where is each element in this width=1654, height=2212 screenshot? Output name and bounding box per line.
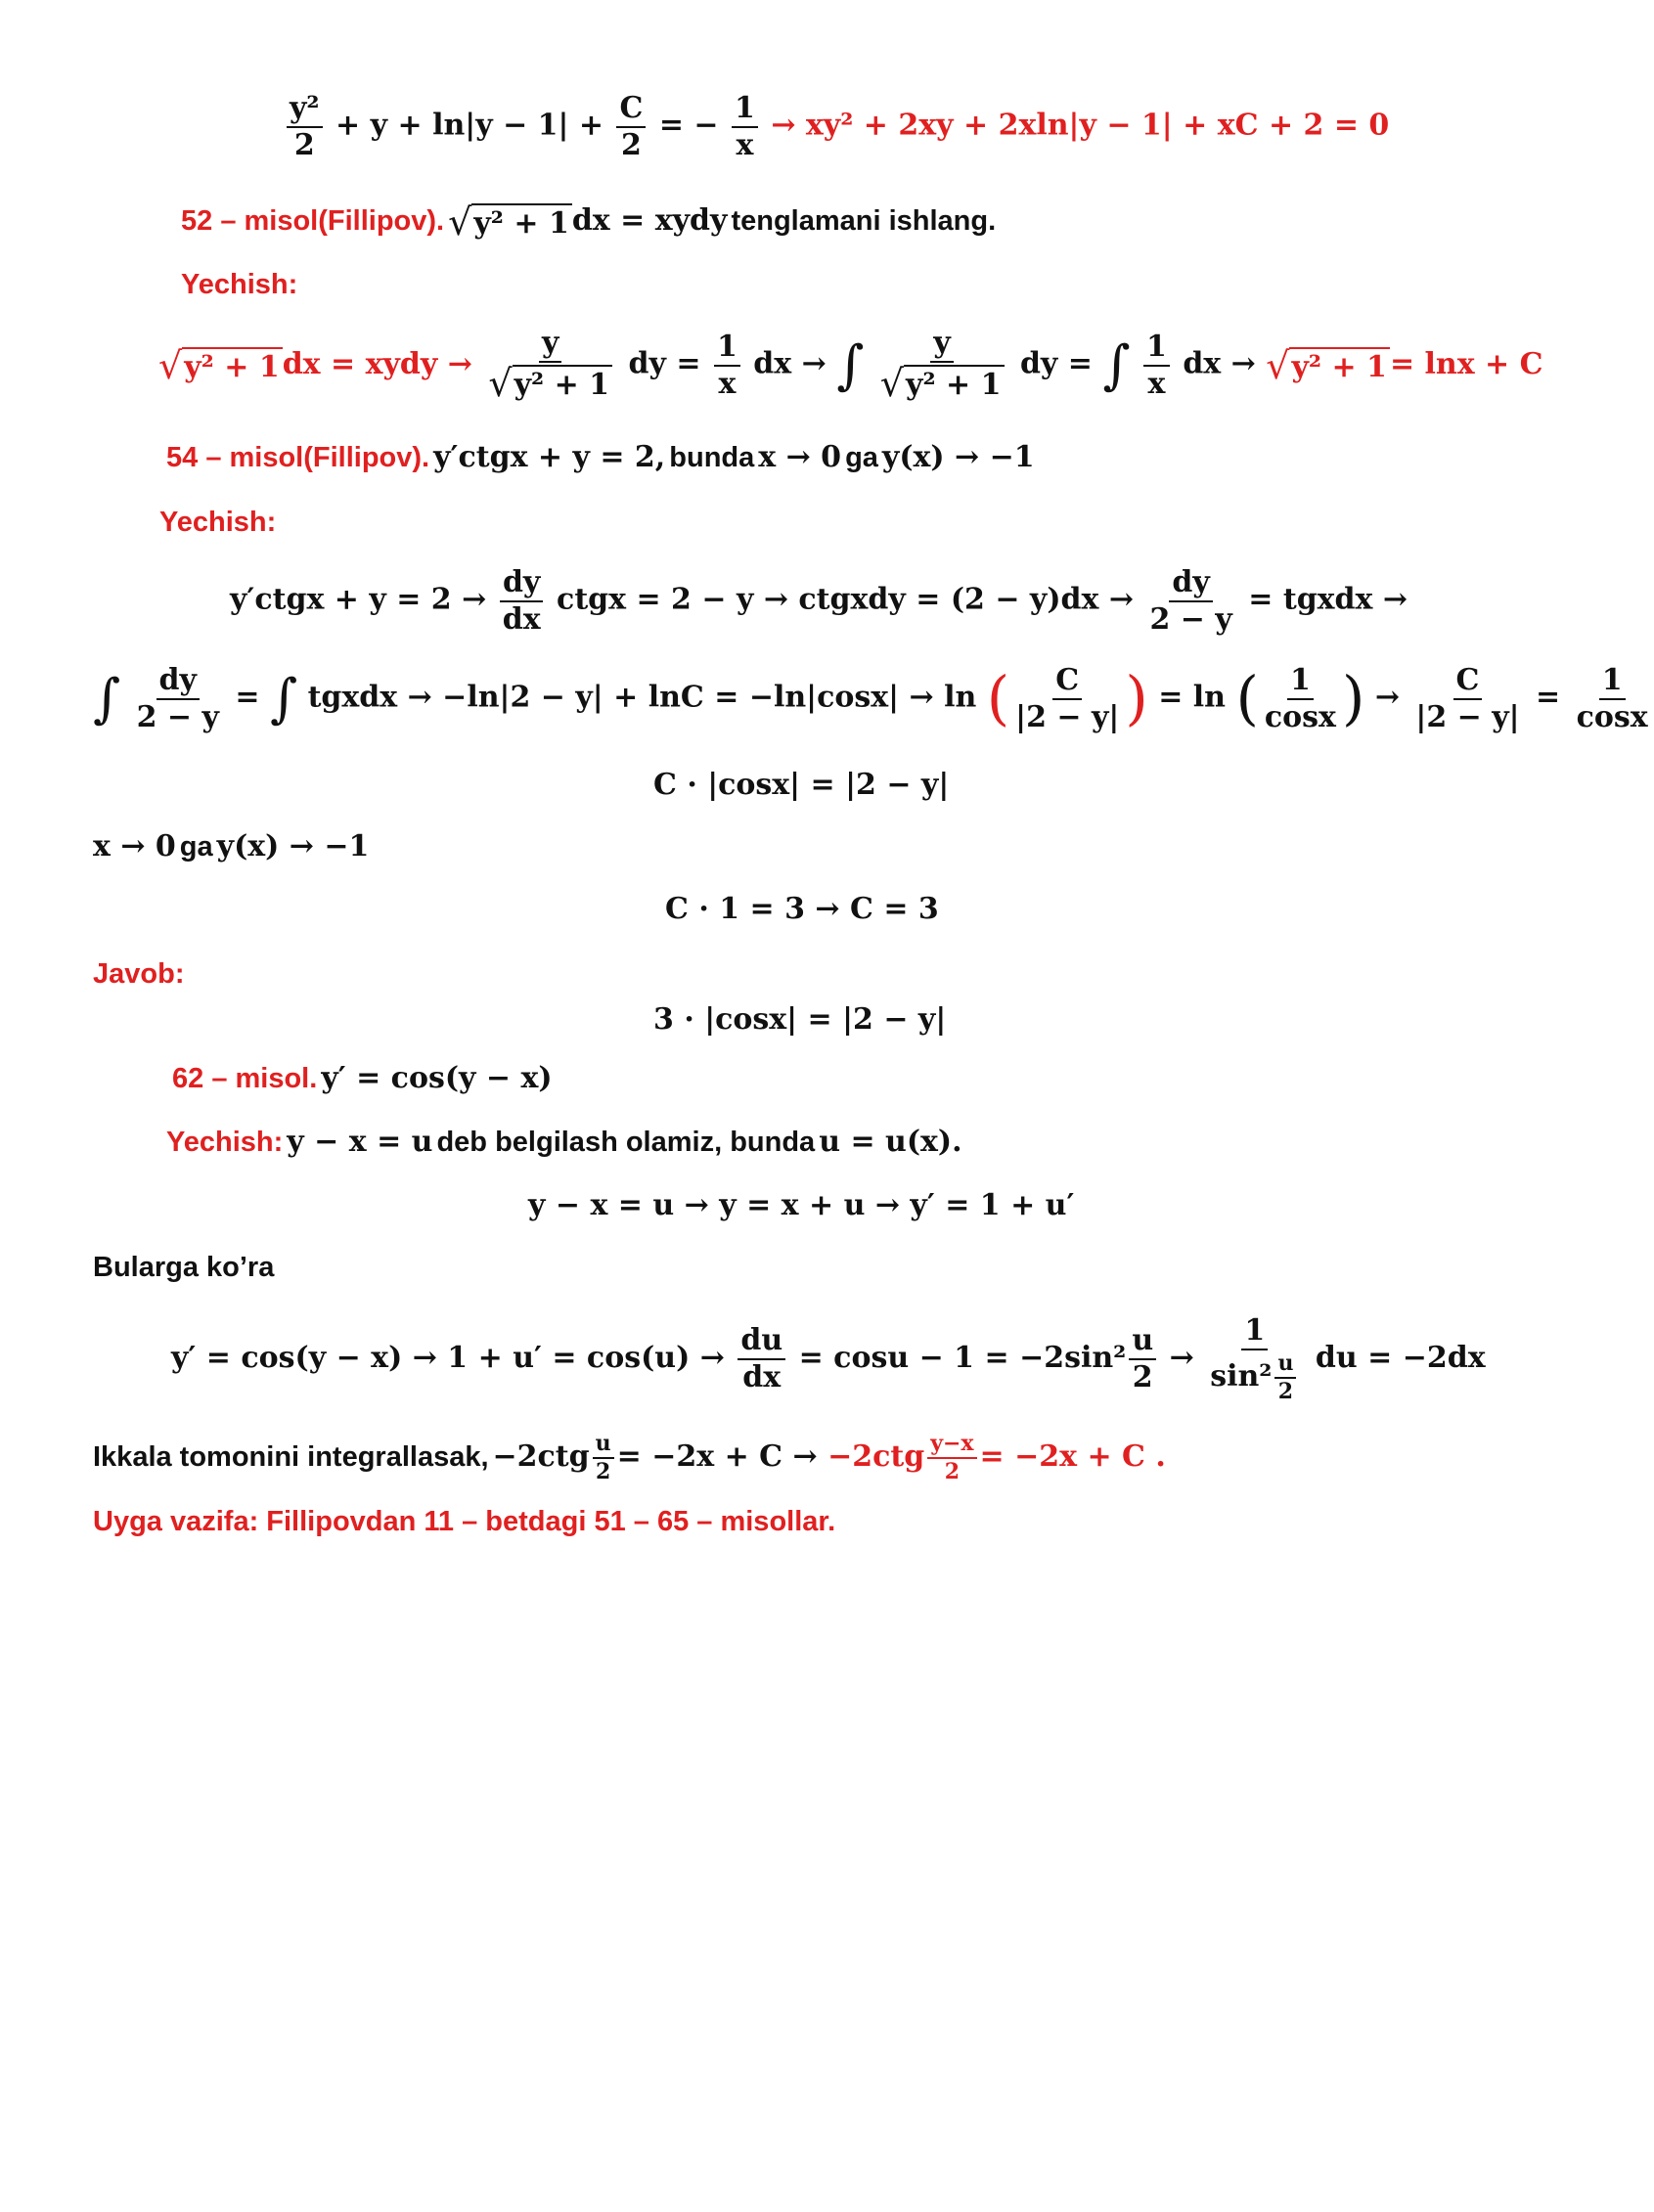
result-expression: −2ctg [827, 1439, 925, 1475]
problem-62 [172, 1061, 553, 1095]
expr-text: y′ctgx + y = 2, [433, 440, 666, 474]
integral-sign: ∫ [1102, 333, 1131, 396]
frac-den: x [718, 366, 737, 401]
solution-62-intro [166, 1125, 962, 1159]
c-value-equation: C · 1 = 3 → C = 3 [665, 892, 939, 926]
expr-text: = ln [1158, 680, 1226, 715]
solution-54-line-1 [230, 567, 1408, 635]
frac-num: 1 [1287, 665, 1314, 700]
expr-text: ctgx = 2 − y → ctgxdy = (2 − y)dx → [557, 582, 1134, 617]
sqrt-radicand: y² + 1 [513, 365, 612, 402]
frac-num: dy [500, 567, 543, 602]
result-expression: = lnx + C [1389, 346, 1543, 381]
frac-den: cosx [1264, 699, 1336, 734]
substitution-line: y − x = u → y = x + u → y′ = 1 + u′ [528, 1188, 1075, 1222]
frac-den: |2 − y| [1015, 699, 1120, 734]
frac-num: y² [287, 93, 323, 128]
problem-label: 54 – misol(Fillipov). [166, 442, 430, 473]
expr-text: y′ = cos(y − x) → 1 + u′ = cos(u) → [171, 1340, 725, 1375]
integration-line [93, 1433, 1166, 1483]
instruction-text: ga [845, 442, 878, 473]
expr-text: → [1374, 680, 1400, 715]
derivation-line [171, 1315, 1486, 1403]
expr-text: = − [658, 108, 719, 143]
frac-num: 1 [1241, 1315, 1268, 1350]
expr-text: y′ = cos(y − x) [321, 1061, 553, 1095]
frac-den: 2 [1132, 1359, 1153, 1394]
problem-label: 52 – misol(Fillipov). [181, 205, 445, 237]
frac-den: 2 − y [1149, 601, 1232, 637]
result-expression: → xy² + 2xy + 2xln|y − 1| + xC + 2 = 0 [771, 108, 1390, 143]
frac-num: dy [1169, 567, 1212, 602]
expr-text: y(x) → −1 [216, 829, 370, 863]
expr-text: du = −2dx [1315, 1340, 1486, 1375]
homework-text: Uyga vazifa: Fillipovdan 11 – betdagi 51 – 65 – misollar. [93, 1506, 836, 1537]
frac-num: y [539, 328, 561, 363]
solution-heading: Yechish: [159, 507, 277, 538]
equation-line-1 [284, 93, 1389, 160]
problem-52 [181, 200, 996, 243]
sqrt-radicand: y² + 1 [471, 203, 571, 241]
answer-equation: 3 · |cosx| = |2 − y| [653, 1002, 947, 1037]
instruction-text: Ikkala tomonini integrallasak, [93, 1441, 489, 1474]
expr-text: = cosu − 1 = −2sin² [798, 1340, 1127, 1375]
frac-den: x [736, 127, 754, 162]
expr-text: dy = [1019, 346, 1093, 381]
integral-sign: ∫ [93, 667, 121, 730]
expr-text: + y + ln|y − 1| + [335, 108, 604, 143]
frac-den: cosx [1576, 699, 1648, 734]
expr-text: tgxdx → −ln|2 − y| + lnC = −ln|cosx| → ln [307, 680, 977, 715]
sqrt-radicand: y² + 1 [1289, 347, 1389, 384]
sqrt-expr: √y² + 1 [158, 344, 283, 387]
solution-54-line-2: ∫ $\frac{dy}{2 - y}$ = ∫ tgxdx → −ln|2 − y| + lnC = −ln|cosx| → ln ( $\frac{C}{|2 - y|}$ ) = ln ( $\frac{1}{\cos x}$ ) → $\frac{C}{|2 - y|}$ = $\frac{1}{\cos x}$ [93, 665, 1654, 732]
expr-text: dx → [1183, 346, 1256, 381]
frac-den: dx [742, 1359, 782, 1394]
frac-num: 1 [1143, 332, 1170, 367]
expr-text: dx = xydy [571, 203, 728, 238]
sqrt-radicand: y² + 1 [182, 347, 282, 384]
frac-num: y [930, 328, 953, 363]
expr-text: = [235, 680, 260, 715]
expr-text: x → 0 [93, 829, 176, 863]
expr-text: sin² [1210, 1358, 1273, 1394]
integral-sign: ∫ [836, 333, 865, 396]
sqrt-radicand: y² + 1 [904, 365, 1004, 402]
instruction-text: tenglamani ishlang. [731, 205, 997, 237]
frac-num: C [1052, 665, 1082, 700]
c-equation: C · |cosx| = |2 − y| [653, 768, 950, 802]
frac-den: 2 − y [136, 699, 219, 734]
expr-text: u = u(x). [819, 1125, 962, 1159]
frac-den: 2 [596, 1459, 611, 1485]
frac-den: 2 [1277, 1378, 1294, 1404]
expr-text: dx → [753, 346, 827, 381]
frac-num: u [593, 1433, 614, 1459]
expr-text: dx = xydy → [282, 346, 472, 381]
frac-num: C [616, 93, 646, 128]
frac-den: dx [502, 601, 541, 637]
frac-num: du [738, 1325, 785, 1360]
frac-den: 2 [293, 127, 315, 162]
frac-den: x [1147, 366, 1166, 401]
frac-num: y−x [927, 1433, 976, 1459]
bularga-text: Bularga ko’ra [93, 1252, 275, 1283]
instruction-text: deb belgilash olamiz, bunda [436, 1127, 816, 1158]
expr-text: = tgxdx → [1248, 582, 1408, 617]
instruction-text: ga [179, 831, 213, 863]
expr-text: = [1536, 680, 1561, 715]
instruction-text: bunda [669, 442, 755, 473]
frac-num: 1 [1599, 665, 1626, 700]
frac-den: |2 − y| [1415, 699, 1520, 734]
frac-num: u [1274, 1352, 1296, 1379]
frac-num: dy [156, 665, 200, 700]
result-expression: = −2x + C . [979, 1439, 1166, 1475]
expr-text: dy = [628, 346, 701, 381]
expr-text: x → 0 [758, 440, 842, 474]
frac-num: 1 [732, 93, 758, 128]
initial-condition [93, 829, 369, 863]
expr-text: → [1169, 1340, 1194, 1375]
expr-text: y(x) → −1 [881, 440, 1035, 474]
problem-54 [166, 440, 1035, 474]
sqrt-expr: √y² + 1 [448, 200, 572, 243]
solution-heading: Yechish: [166, 1127, 284, 1158]
expr-text: y′ctgx + y = 2 → [230, 582, 487, 617]
frac-num: u [1129, 1325, 1156, 1360]
frac-den: 2 [620, 127, 642, 162]
frac-den: 2 [944, 1459, 961, 1485]
expr-text: = −2x + C → [616, 1439, 818, 1475]
integral-sign: ∫ [269, 667, 298, 730]
solution-heading: Yechish: [181, 269, 298, 300]
expr-text: y − x = u [287, 1125, 433, 1159]
frac-num: C [1453, 665, 1483, 700]
frac-num: 1 [714, 332, 740, 367]
problem-label: 62 – misol. [172, 1063, 318, 1094]
solution-52-line: √y² + 1 dx = xydy → $\frac{y}{\text{√y² + 1}}$ dy = $\frac{1}{x}$ dx → ∫ $\frac{y}{\text{√y² + 1}}$ dy = ∫ $\frac{1}{x}$ dx → √y² + 1 = lnx + C [158, 326, 1543, 405]
answer-heading: Javob: [93, 958, 185, 990]
expr-text: −2ctg [492, 1439, 590, 1475]
